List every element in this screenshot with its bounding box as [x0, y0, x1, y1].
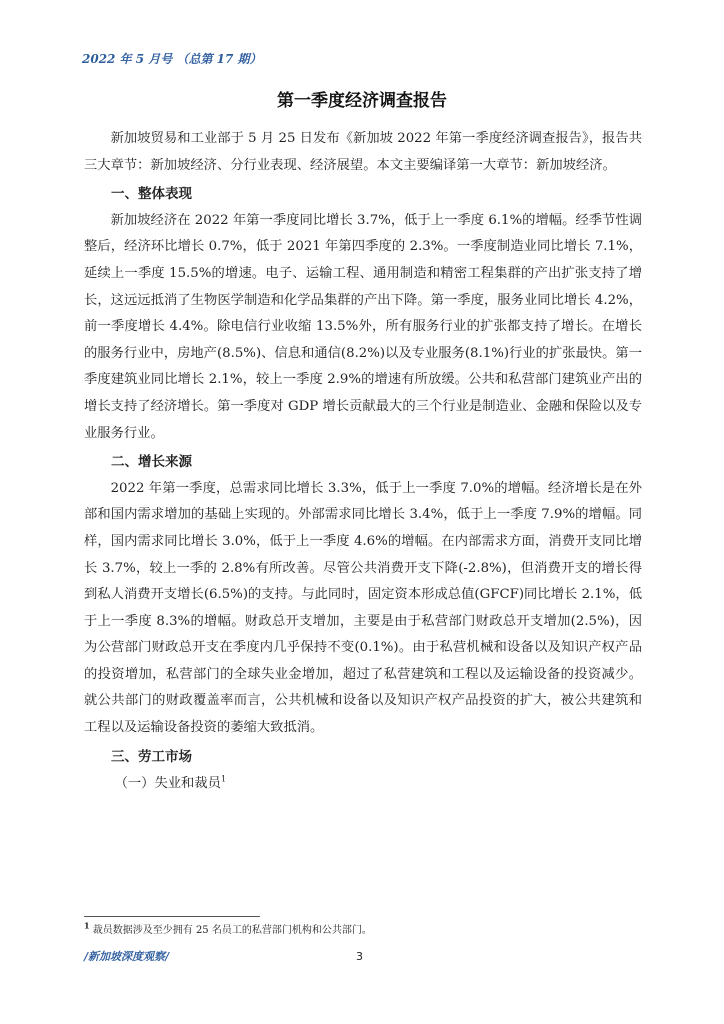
footnote: [84, 921, 372, 936]
footnote-divider: [84, 916, 260, 917]
section-paragraph-growth-sources: 2022 年第一季度，总需求同比增长 3.3%，低于上一季度 7.0%的增幅。经济增长是在外部和国内需求增加的基础上实现的。外部需求同比增长 3.4%，低于上一季度 7.9%的增幅。同样，国内需求同比增长 3.0%，低于上一季度 4.6%的增幅。在内部需求方面，消费开支同比增长 3.7%，较上一季的 2.8%有所改善。尽管公共消费开支下降(-2.8%)，但消费开支的增长得到私人消费开支增长(6.5%)的支持。与此同时，固定资本形成总值(GFCF)同比增长 2.1%，低于上一季度 8.3%的增幅。财政总开支增加，主要是由于私营部门财政总开支增加(2.5%)，因为公营部门财政总开支在季度内几乎保持不变(0.1%)。由于私营机械和设备以及知识产权产品的投资增加，私营部门的全球失业金增加，超过了私营建筑和工程以及运输设备的投资减少。就公共部门的财政覆盖率而言，公共机械和设备以及知识产权产品投资的扩大，被公共建筑和工程以及运输设备投资的萎缩大致抵消。: [84, 480, 642, 736]
section-paragraph-overall: 新加坡经济在 2022 年第一季度同比增长 3.7%，低于上一季度 6.1%的增幅。经季节性调整后，经济环比增长 0.7%，低于 2021 年第四季度的 2.3%。一季度制造业同比增长 7.1%，延续上一季度 15.5%的增速。电子、运输工程、通用制造和精密工程集群的产出扩张支持了增长，这远远抵消了生物医学制造和化学品集群的产出下降。第一季度，服务业同比增长 4.2%，前一季度增长 4.4%。除电信行业收缩 13.5%外，所有服务行业的扩张都支持了增长。在增长的服务行业中，房地产(8.5%)、信息和通信(8.2%)以及专业服务(8.1%)行业的扩张最快。第一季度建筑业同比增长 2.1%，较上一季度 2.9%的增速有所放缓。公共和私营部门建筑业产出的增长支持了经济增长。第一季度对 GDP 增长贡献最大的三个行业是制造业、金融和保险以及专业服务行业。: [84, 212, 642, 441]
section-heading-growth-sources: 二、增长来源: [111, 454, 192, 471]
issue-header: 2022 年 5 月号 （总第 17 期）: [82, 52, 262, 66]
section-heading-overall: 一、整体表现: [111, 186, 192, 203]
subsection-heading-unemployment: [84, 771, 642, 798]
subsection-label: （一）失业和裁员: [114, 776, 221, 792]
footnote-mark: 1: [84, 920, 90, 931]
page-number: 3: [356, 950, 363, 963]
page-title: 第一季度经济调查报告: [277, 91, 447, 111]
section-heading-labour-market: 三、劳工市场: [111, 748, 192, 765]
footnote-text: 裁员数据涉及至少拥有 25 名员工的私营部门机构和公共部门。: [92, 925, 372, 936]
publication-footer: /新加坡深度观察/: [84, 950, 170, 963]
footnote-reference[interactable]: 1: [220, 774, 227, 784]
article-body: [84, 126, 642, 798]
intro-paragraph: 新加坡贸易和工业部于 5 月 25 日发布《新加坡 2022 年第一季度经济调查报告》，报告共三大章节：新加坡经济、分行业表现、经济展望。本文主要编译第一大章节：新加坡经济。: [84, 131, 642, 173]
